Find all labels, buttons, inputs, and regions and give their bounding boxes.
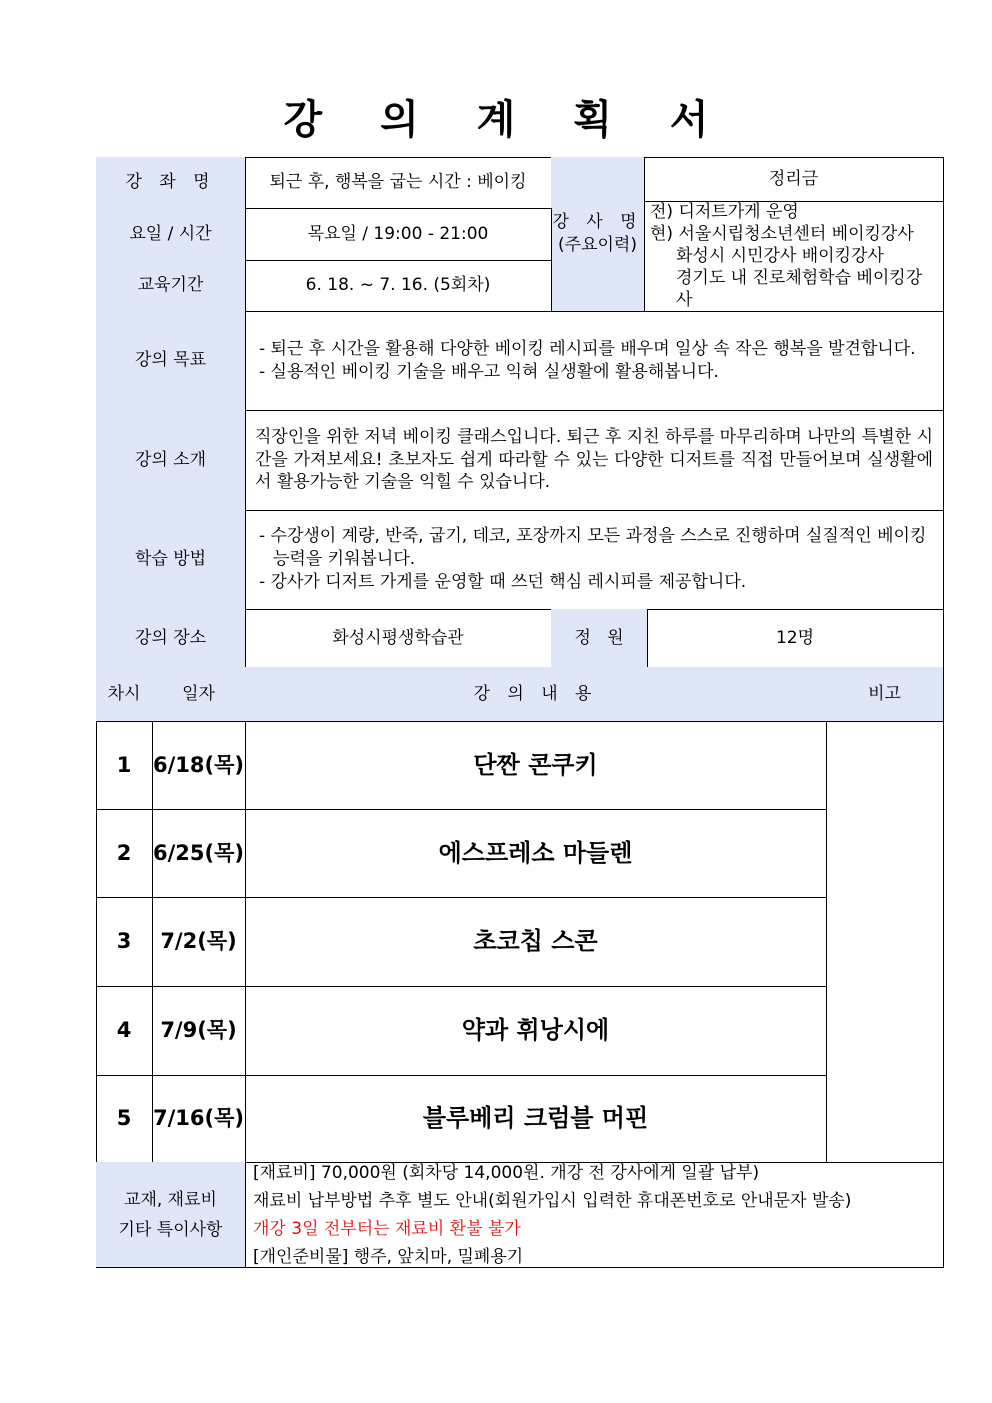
col-note-header: 비고 bbox=[826, 667, 944, 722]
intro-label: 강의 소개 bbox=[96, 410, 246, 511]
day-time-label: 요일 / 시간 bbox=[96, 208, 246, 261]
session-content: 약과 휘낭시에 bbox=[245, 986, 827, 1076]
material-prep: [개인준비물] 행주, 앞치마, 밀폐용기 bbox=[253, 1246, 524, 1267]
instructor-label-line1: 강 사 명 bbox=[552, 212, 643, 233]
material-fee: [재료비] 70,000원 (회차당 14,000원. 개강 전 강사에게 일괄 납부) bbox=[253, 1162, 760, 1183]
method-content bbox=[245, 510, 944, 610]
session-no: 4 bbox=[96, 986, 153, 1076]
material-refund-warning: 개강 3일 전부터는 재료비 환불 불가 bbox=[253, 1218, 521, 1239]
session-no: 3 bbox=[96, 897, 153, 987]
course-name-value: 퇴근 후, 행복을 굽는 시간 : 베이킹 bbox=[245, 157, 552, 209]
col-date-header: 일자 bbox=[152, 667, 246, 722]
method-item-2: - 강사가 디저트 가게를 운영할 때 쓰던 핵심 레시피를 제공합니다. bbox=[259, 571, 747, 592]
instructor-label bbox=[551, 157, 645, 312]
instructor-label-line2: (주요이력) bbox=[558, 235, 637, 255]
method-item-1: - 수강생이 계량, 반죽, 굽기, 데코, 포장까지 모든 과정을 스스로 진행하며 실질적인 베이킹 능력을 키워봅니다. bbox=[259, 526, 927, 570]
goal-item-2: - 실용적인 베이킹 기술을 배우고 익혀 실생활에 활용해봅니다. bbox=[259, 361, 719, 382]
day-time-value: 목요일 / 19:00 - 21:00 bbox=[245, 208, 552, 261]
document-title: 강 의 계 획 서 bbox=[283, 97, 731, 143]
instructor-name: 정리금 bbox=[644, 157, 944, 202]
career-line-2: 현) 서울시립청소년센터 베이킹강사 bbox=[650, 224, 914, 244]
session-date: 6/18(목) bbox=[152, 721, 246, 810]
session-date: 7/9(목) bbox=[152, 986, 246, 1076]
session-date: 6/25(목) bbox=[152, 809, 246, 898]
goal-item-1: - 퇴근 후 시간을 활용해 다양한 베이킹 레시피를 배우며 일상 속 작은 행복을 발견합니다. bbox=[259, 338, 916, 359]
capacity-value: 12명 bbox=[647, 609, 944, 668]
session-date: 7/2(목) bbox=[152, 897, 246, 987]
goal-label: 강의 목표 bbox=[96, 311, 246, 411]
intro-content bbox=[245, 410, 944, 511]
place-value: 화성시평생학습관 bbox=[245, 609, 552, 668]
session-no: 2 bbox=[96, 809, 153, 898]
note-cell bbox=[826, 721, 944, 1163]
period-label: 교육기간 bbox=[96, 260, 246, 312]
col-content-header: 강 의 내 용 bbox=[245, 667, 827, 722]
course-name-label: 강 좌 명 bbox=[96, 157, 246, 209]
place-label: 강의 장소 bbox=[96, 609, 246, 668]
instructor-career bbox=[644, 201, 944, 312]
col-session-header: 차시 bbox=[96, 667, 153, 722]
session-content: 블루베리 크럼블 머핀 bbox=[245, 1075, 827, 1163]
period-value: 6. 18. ~ 7. 16. (5회차) bbox=[245, 260, 552, 312]
material-payment: 재료비 납부방법 추후 별도 안내(회원가입시 입력한 휴대폰번호로 안내문자 발송) bbox=[253, 1190, 852, 1211]
session-content: 에스프레소 마들렌 bbox=[245, 809, 827, 898]
capacity-label: 정 원 bbox=[551, 609, 648, 668]
session-no: 1 bbox=[96, 721, 153, 810]
materials-label bbox=[96, 1162, 246, 1268]
session-content: 초코칩 스콘 bbox=[245, 897, 827, 987]
session-content: 단짠 콘쿠키 bbox=[245, 721, 827, 810]
career-line-3: 화성시 시민강사 배이킹강사 bbox=[676, 246, 884, 266]
career-line-1: 전) 디저트가게 운영 bbox=[650, 202, 799, 222]
intro-text: 직장인을 위한 저녁 베이킹 클래스입니다. 퇴근 후 지친 하루를 마무리하며 나만의 특별한 시간을 가져보세요! 초보자도 쉽게 따라할 수 있는 다양한 디저트를 직접 만들어보며 실생활에서 활용가능한 기술을 익힐 수 있습니다. bbox=[255, 426, 933, 493]
materials-label-line1: 교재, 재료비 bbox=[124, 1189, 217, 1210]
goal-content bbox=[245, 311, 944, 411]
session-date: 7/16(목) bbox=[152, 1075, 246, 1163]
session-no: 5 bbox=[96, 1075, 153, 1163]
materials-label-line2: 기타 특이사항 bbox=[118, 1219, 223, 1240]
career-line-4: 경기도 내 진로체험학습 베이킹강사 bbox=[676, 268, 923, 310]
materials-content bbox=[245, 1162, 944, 1268]
method-label: 학습 방법 bbox=[96, 510, 246, 610]
